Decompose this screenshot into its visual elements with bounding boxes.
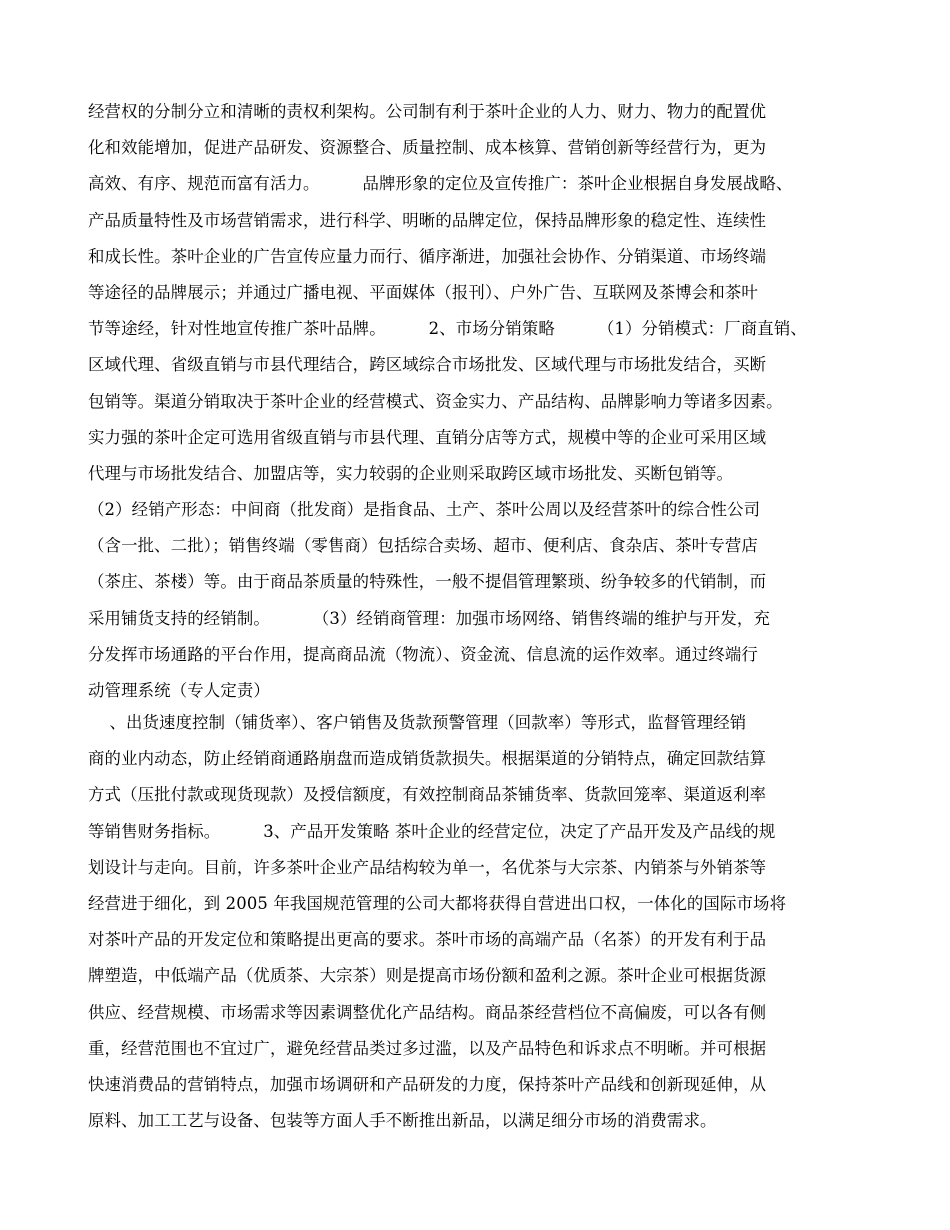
text-line: 经营权的分制分立和清晰的责权利架构。公司制有利于茶叶企业的人力、财力、物力的配置优 <box>88 102 767 121</box>
text-line: 包销等。渠道分销取决于茶叶企业的经营模式、资金实力、产品结构、品牌影响力等诸多因素。 <box>88 391 783 411</box>
text-line: 重，经营范围也不宜过广，避免经营品类过多过滥，以及产品特色和诉求点不明晰。并可根据 <box>88 1038 767 1058</box>
paragraph-2 <box>88 705 868 1139</box>
text-line: （2）经销产形态：中间商（批发商）是指食品、土产、茶叶公周以及经营茶叶的综合性公司 <box>88 500 761 520</box>
text-line: 经营进于细化，到 2005 年我国规范管理的公司大都将获得自营进出口权，一体化的国际市场将 <box>88 893 787 913</box>
text-line: 高效、有序、规范而富有活力。 品牌形象的定位及宣传推广：茶叶企业根据自身发展战略、 <box>88 174 793 194</box>
text-line: 实力强的茶叶企定可选用省级直销与市县代理、直销分店等方式，规模中等的企业可采用区域 <box>88 427 767 447</box>
text-line: 快速消费品的营销特点，加强市场调研和产品研发的力度，保持茶叶产品线和创新现延伸，从 <box>88 1074 767 1094</box>
text-line: （茶庄、茶楼）等。由于商品茶质量的特殊性，一般不提倡管理繁琐、纷争较多的代销制，而 <box>88 572 767 592</box>
text-line: 对茶叶产品的开发定位和策略提出更高的要求。茶叶市场的高端产品（名茶）的开发有利于品 <box>88 930 767 950</box>
text-line: （含一批、二批）；销售终端（零售商）包括综合卖场、超市、便利店、食杂店、茶叶专营店 <box>88 536 758 556</box>
text-line: 动管理系统（专人定责） <box>88 681 270 700</box>
text-line: 原料、加工工艺与设备、包装等方面人手不断推出新品，以满足细分市场的消费需求。 <box>88 1111 717 1131</box>
text-line: 、出货速度控制（铺货率）、客户销售及货款预警管理（回款率）等形式，监督管理经销 <box>88 713 747 732</box>
text-line: 区域代理、省级直销与市县代理结合，跨区域综合市场批发、区域代理与市场批发结合，买断 <box>88 355 767 375</box>
text-line: 划设计与走向。目前，许多茶叶企业产品结构较为单一，名优茶与大宗茶、内销茶与外销茶等 <box>88 857 767 877</box>
text-line: 化和效能增加，促进产品研发、资源整合、质量控制、成本核算、营销创新等经营行为，更为 <box>88 138 767 158</box>
text-line: 牌塑造，中低端产品（优质茶、大宗茶）则是提高市场份额和盈利之源。茶叶企业可根据货源 <box>88 966 767 986</box>
text-line: 产品质量特性及市场营销需求，进行科学、明晰的品牌定位，保持品牌形象的稳定性、连续性 <box>88 210 767 230</box>
text-line: 方式（压批付款或现货现款）及授信额度，有效控制商品茶铺货率、货款回笼率、渠道返利率 <box>88 785 767 805</box>
text-line: 分发挥市场通路的平台作用，提高商品流（物流）、资金流、信息流的运作效率。通过终端行 <box>88 644 758 664</box>
text-line: 采用铺货支持的经销制。 （3）经销商管理：加强市场网络、销售终端的维护与开发，充 <box>88 608 771 628</box>
text-line: 节等途经，针对性地宣传推广茶叶品牌。 2、市场分销策略 （1）分销模式：厂商直销、 <box>88 319 807 339</box>
paragraph-1 <box>88 94 868 709</box>
text-line: 和成长性。茶叶企业的广告宣传应量力而行、循序渐进，加强社会协作、分销渠道、市场终端 <box>88 246 767 266</box>
text-line: 等销售财务指标。 3、产品开发策略 茶叶企业的经营定位，决定了产品开发及产品线的规 <box>88 821 776 841</box>
text-line: 商的业内动态，防止经销商通路崩盘而造成销货款损失。根据渠道的分销特点，确定回款结算 <box>88 749 767 769</box>
text-line: 等途径的品牌展示；并通过广播电视、平面媒体（报刊）、户外广告、互联网及茶博会和茶叶 <box>88 282 758 302</box>
text-line: 代理与市场批发结合、加盟店等，实力较弱的企业则采取跨区域市场批发、买断包销等。 <box>88 463 734 483</box>
text-line: 供应、经营规模、市场需求等因素调整优化产品结构。商品茶经营档位不高偏废，可以各有侧 <box>88 1002 767 1022</box>
